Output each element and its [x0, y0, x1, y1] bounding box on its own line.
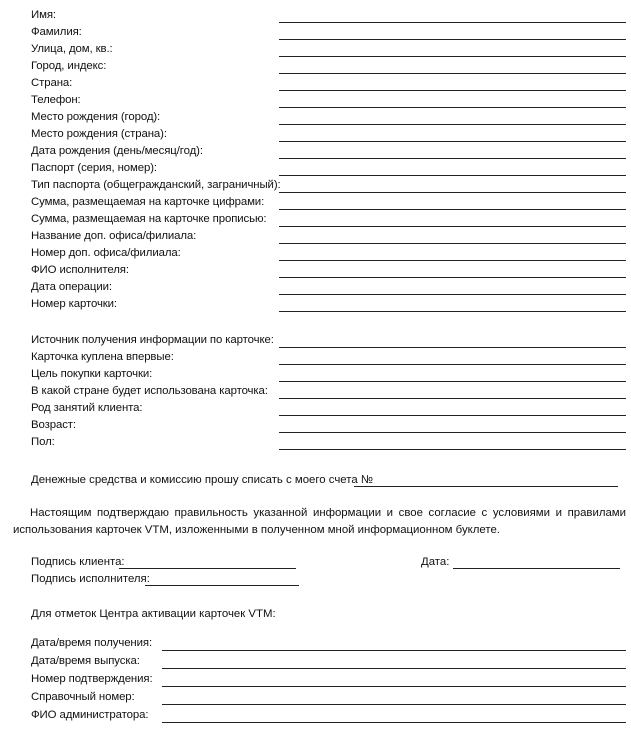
fill-line [279, 175, 626, 176]
fill-line [279, 398, 626, 399]
fill-line [162, 686, 626, 687]
fill-line [279, 158, 626, 159]
client-signature-line [119, 568, 296, 569]
field-first-purchase [0, 350, 631, 367]
fill-line [162, 704, 626, 705]
field-label: Источник получения информации по карточке: [31, 334, 274, 346]
field-label: Карточка куплена впервые: [31, 351, 174, 363]
fill-line [279, 39, 626, 40]
activation-heading: Для отметок Центра активации карточек VTM: [31, 608, 276, 620]
field-card-number [0, 297, 631, 314]
field-office-name [0, 229, 631, 246]
field-occupation [0, 401, 631, 418]
field-label: Имя: [31, 9, 56, 21]
field-issue-datetime [0, 654, 631, 671]
field-info-source [0, 333, 631, 350]
field-phone [0, 93, 631, 110]
field-birth-country [0, 127, 631, 144]
fill-line [279, 192, 626, 193]
field-passport [0, 161, 631, 178]
field-label: Телефон: [31, 94, 81, 106]
executor-signature-line [145, 585, 299, 586]
confirmation-text: Настоящим подтверждаю правильность указанной информации и свое согласие с условиями и правилами использования карточек VTM, изложенными в полученном мной информационном буклете. [13, 507, 626, 536]
fill-line [279, 107, 626, 108]
field-admin-name [0, 708, 631, 725]
field-reference-number [0, 690, 631, 707]
field-birth-date [0, 144, 631, 161]
field-label: Дата операции: [31, 281, 112, 293]
field-amount-words [0, 212, 631, 229]
field-label: Номер подтверждения: [31, 673, 153, 685]
field-label: Место рождения (город): [31, 111, 161, 123]
fill-line [279, 415, 626, 416]
field-operation-date [0, 280, 631, 297]
field-label: В какой стране будет использована карточка: [31, 385, 268, 397]
field-passport-type [0, 178, 631, 195]
field-label: Номер карточки: [31, 298, 117, 310]
date-line [453, 568, 620, 569]
fill-line [279, 260, 626, 261]
field-label: ФИО администратора: [31, 709, 149, 721]
fill-line [279, 277, 626, 278]
field-label: ФИО исполнителя: [31, 264, 129, 276]
field-gender [0, 435, 631, 452]
field-confirmation-number [0, 672, 631, 689]
fill-line [279, 226, 626, 227]
field-usage-country [0, 384, 631, 401]
field-last-name [0, 25, 631, 42]
confirmation-paragraph [13, 505, 626, 539]
field-country [0, 76, 631, 93]
fill-line [162, 668, 626, 669]
fill-line [279, 209, 626, 210]
client-signature-label: Подпись клиента: [31, 556, 125, 568]
fill-line [279, 381, 626, 382]
field-label: Пол: [31, 436, 55, 448]
field-birth-city [0, 110, 631, 127]
field-label: Дата рождения (день/месяц/год): [31, 145, 203, 157]
field-label: Название доп. офиса/филиала: [31, 230, 197, 242]
field-label: Номер доп. офиса/филиала: [31, 247, 181, 259]
fill-line [279, 432, 626, 433]
field-label: Паспорт (серия, номер): [31, 162, 157, 174]
fill-line [279, 243, 626, 244]
fill-line [279, 22, 626, 23]
fill-line [162, 722, 626, 723]
executor-signature-label: Подпись исполнителя: [31, 573, 150, 585]
field-label: Справочный номер: [31, 691, 135, 703]
fill-line [162, 650, 626, 651]
field-label: Сумма, размещаемая на карточке прописью: [31, 213, 267, 225]
field-label: Дата/время выпуска: [31, 655, 140, 667]
field-purchase-purpose [0, 367, 631, 384]
field-age [0, 418, 631, 435]
field-street [0, 42, 631, 59]
field-label: Место рождения (страна): [31, 128, 167, 140]
field-executor-name [0, 263, 631, 280]
fill-line [279, 449, 626, 450]
field-label: Улица, дом, кв.: [31, 43, 113, 55]
fill-line [279, 124, 626, 125]
date-label: Дата: [421, 556, 450, 568]
fill-line [279, 56, 626, 57]
field-label: Тип паспорта (общегражданский, заграничный): [31, 179, 281, 191]
field-received-datetime [0, 636, 631, 653]
fill-line [279, 311, 626, 312]
field-label: Возраст: [31, 419, 76, 431]
field-amount-digits [0, 195, 631, 212]
field-label: Сумма, размещаемая на карточке цифрами: [31, 196, 265, 208]
field-label: Фамилия: [31, 26, 82, 38]
fill-line [279, 141, 626, 142]
field-label: Страна: [31, 77, 73, 89]
fill-line [279, 90, 626, 91]
field-label: Род занятий клиента: [31, 402, 143, 414]
field-label: Дата/время получения: [31, 637, 153, 649]
debit-account-text: Денежные средства и комиссию прошу списать с моего счета № [31, 474, 374, 486]
fill-line [279, 294, 626, 295]
field-office-number [0, 246, 631, 263]
fill-line [279, 364, 626, 365]
field-label: Город, индекс: [31, 60, 107, 72]
fill-line [279, 73, 626, 74]
fill-line [279, 347, 626, 348]
field-label: Цель покупки карточки: [31, 368, 153, 380]
account-number-line [354, 486, 618, 487]
field-first-name [0, 8, 631, 25]
field-city-zip [0, 59, 631, 76]
